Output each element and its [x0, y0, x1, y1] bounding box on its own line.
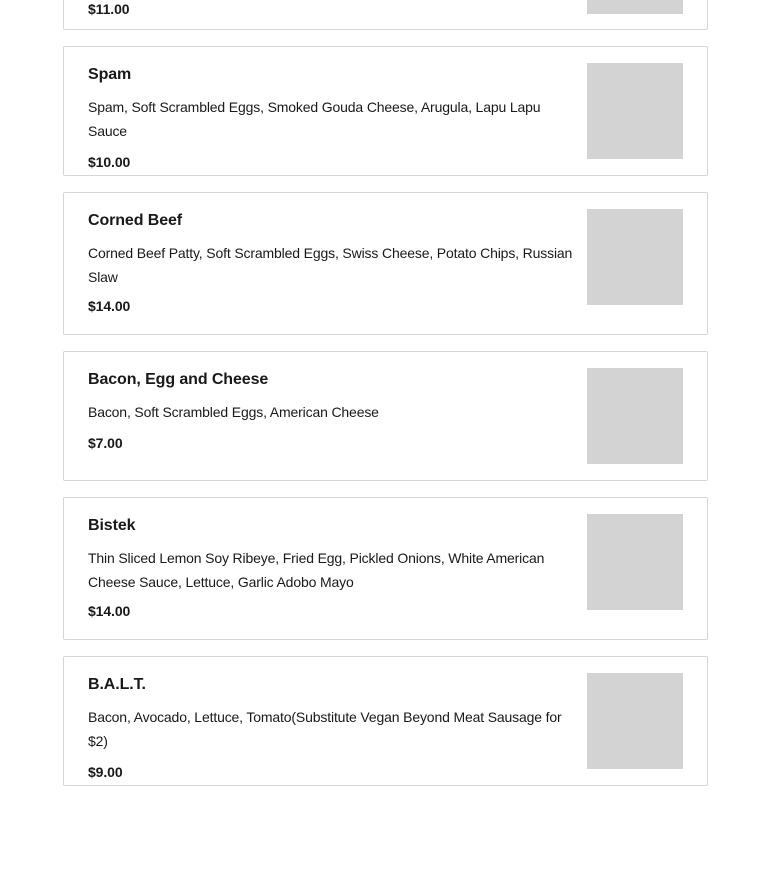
menu-item-price: $10.00 [88, 154, 131, 170]
menu-item-card[interactable] [63, 0, 708, 30]
menu-item-card[interactable] [63, 46, 708, 176]
menu-item-image [587, 0, 683, 14]
menu-item-description: Bacon, Avocado, Lettuce, Tomato(Substitute Vegan Beyond Meat Sausage for $2) [88, 709, 562, 749]
menu-item-text [88, 209, 574, 316]
menu-item-text [88, 514, 574, 621]
menu-item-price: $14.00 [88, 298, 131, 314]
menu-item-list [63, 0, 708, 802]
menu-item-card[interactable] [63, 656, 708, 786]
menu-item-price: $9.00 [88, 764, 123, 780]
menu-item-text [88, 63, 574, 172]
menu-item-description: Thin Sliced Lemon Soy Ribeye, Fried Egg, Pickled Onions, White American Cheese Sauce, Lettuce, Garlic Adobo Mayo [88, 550, 545, 590]
menu-item-description: Bacon, Soft Scrambled Eggs, American Cheese [88, 404, 379, 420]
menu-item-card[interactable] [63, 497, 708, 640]
menu-item-description: Spam, Soft Scrambled Eggs, Smoked Gouda Cheese, Arugula, Lapu Lapu Sauce [88, 99, 541, 139]
menu-item-card[interactable] [63, 351, 708, 481]
menu-item-card[interactable] [63, 192, 708, 335]
menu-item-text [88, 0, 574, 19]
menu-item-price: $14.00 [88, 603, 131, 619]
menu-item-description: Corned Beef Patty, Soft Scrambled Eggs, Swiss Cheese, Potato Chips, Russian Slaw [88, 245, 573, 285]
menu-item-name: Spam [88, 66, 132, 83]
menu-item-name: Bistek [88, 517, 136, 534]
menu-item-image [587, 63, 683, 159]
menu-item-text [88, 368, 574, 453]
menu-item-image [587, 673, 683, 769]
menu-item-name: Bacon, Egg and Cheese [88, 371, 269, 388]
menu-item-text [88, 673, 574, 782]
menu-item-price: $11.00 [88, 1, 130, 17]
menu-item-name: B.A.L.T. [88, 676, 146, 693]
menu-item-image [587, 514, 683, 610]
menu-item-price: $7.00 [88, 435, 123, 451]
menu-item-image [587, 209, 683, 305]
menu-item-image [587, 368, 683, 464]
menu-item-name: Corned Beef [88, 212, 183, 229]
